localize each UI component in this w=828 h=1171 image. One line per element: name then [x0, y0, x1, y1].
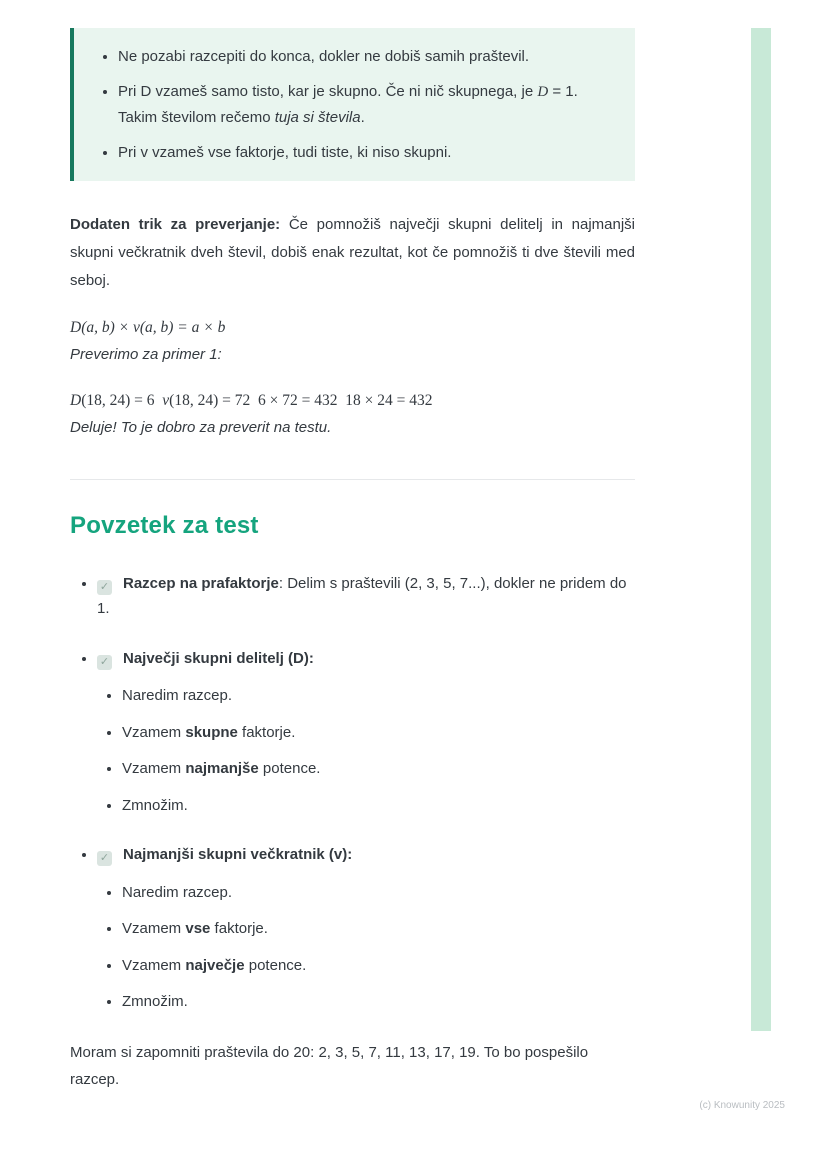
closing-paragraph: Moram si zapomniti praštevila do 20: 2, 3, 5, 7, 11, 13, 17, 19. To bo pospešilo razcep.	[70, 1043, 589, 1088]
summary-sublist	[97, 683, 635, 818]
trick-text: Če pomnožiš največji skupni delitelj in najmanjši skupni večkratnik dveh števil, dobiš enak rezultat, kot če pomnožiš ti dve števili med seboj.	[70, 216, 636, 289]
formula-block	[70, 316, 635, 366]
summary-subitem	[122, 793, 635, 819]
summary-subitem	[122, 756, 635, 782]
calculation-block	[70, 389, 635, 439]
subitem-bold: skupne	[185, 723, 238, 741]
subitem-text: potence.	[244, 956, 307, 974]
checked-checkbox-icon: ✓	[97, 580, 112, 595]
tip-item	[118, 44, 613, 70]
math-variable: D	[537, 83, 549, 100]
tips-list	[92, 44, 613, 165]
subitem-text: Naredim razcep.	[122, 687, 233, 705]
formula-note: Preverimo za primer 1:	[70, 346, 222, 364]
math-variable: v	[162, 391, 170, 409]
subitem-text: faktorje.	[237, 723, 296, 741]
math-variable: D	[70, 391, 82, 409]
checked-checkbox-icon: ✓	[97, 655, 112, 670]
summary-item	[97, 842, 635, 1015]
footer-credit: (c) Knowunity 2025	[699, 1100, 785, 1111]
subitem-text: Vzamem	[122, 920, 186, 938]
summary-item	[97, 571, 635, 622]
calculation-line	[70, 389, 635, 413]
summary-item-label: Razcep na prafaktorje	[123, 574, 279, 592]
tips-callout	[70, 28, 635, 181]
tip-text: Pri v vzameš vse faktorje, tudi tiste, ki niso skupni.	[118, 143, 452, 161]
subitem-text: Vzamem	[122, 956, 186, 974]
trick-paragraph	[70, 211, 635, 294]
calculation-note: Deluje! To je dobro za preverit na testu.	[70, 418, 332, 436]
math-text: (18, 24) = 72 6 × 72 = 432 18 × 24 = 432	[169, 391, 433, 409]
section-heading: Povzetek za test	[70, 511, 259, 539]
tip-text-italic: tuja si števila	[274, 109, 361, 126]
math-text: (18, 24) = 6	[81, 391, 163, 409]
tip-text: = 1. Takim številom rečemo	[118, 82, 578, 126]
subitem-bold: najmanjše	[185, 760, 259, 778]
subitem-text: potence.	[258, 760, 321, 778]
summary-subitem	[122, 683, 635, 709]
page-accent-stripe	[751, 28, 771, 1031]
subitem-bold: največje	[185, 956, 245, 974]
checked-checkbox-icon: ✓	[97, 851, 112, 866]
summary-item-text: : Delim s praštevili (2, 3, 5, 7...), dokler ne pridem do 1.	[97, 574, 627, 618]
summary-sublist	[97, 880, 635, 1015]
subitem-text: Zmnožim.	[122, 993, 188, 1011]
section-divider	[70, 479, 635, 480]
trick-label: Dodaten trik za preverjanje:	[70, 216, 281, 233]
summary-list	[70, 571, 635, 1015]
formula-line: D(a, b) × v(a, b) = a × b	[70, 319, 226, 337]
summary-subitem	[122, 989, 635, 1015]
summary-subitem	[122, 720, 635, 746]
summary-item-label: Najmanjši skupni večkratnik (v):	[123, 846, 353, 864]
subitem-text: Vzamem	[122, 760, 186, 778]
summary-subitem	[122, 953, 635, 979]
summary-item	[97, 646, 635, 819]
summary-subitem	[122, 916, 635, 942]
subitem-text: Naredim razcep.	[122, 883, 233, 901]
subitem-text: Vzamem	[122, 723, 186, 741]
summary-subitem	[122, 880, 635, 906]
summary-item-label: Največji skupni delitelj (D):	[123, 649, 314, 667]
tip-text: Pri D vzameš samo tisto, kar je skupno. Če ni nič skupnega, je	[118, 82, 538, 100]
tip-item	[118, 140, 613, 166]
subitem-text: Zmnožim.	[122, 796, 188, 814]
tip-item	[118, 79, 613, 131]
tip-text: .	[360, 109, 365, 126]
tip-text: Ne pozabi razcepiti do konca, dokler ne dobiš samih praštevil.	[118, 48, 530, 65]
subitem-bold: vse	[185, 920, 211, 938]
subitem-text: faktorje.	[210, 920, 268, 938]
